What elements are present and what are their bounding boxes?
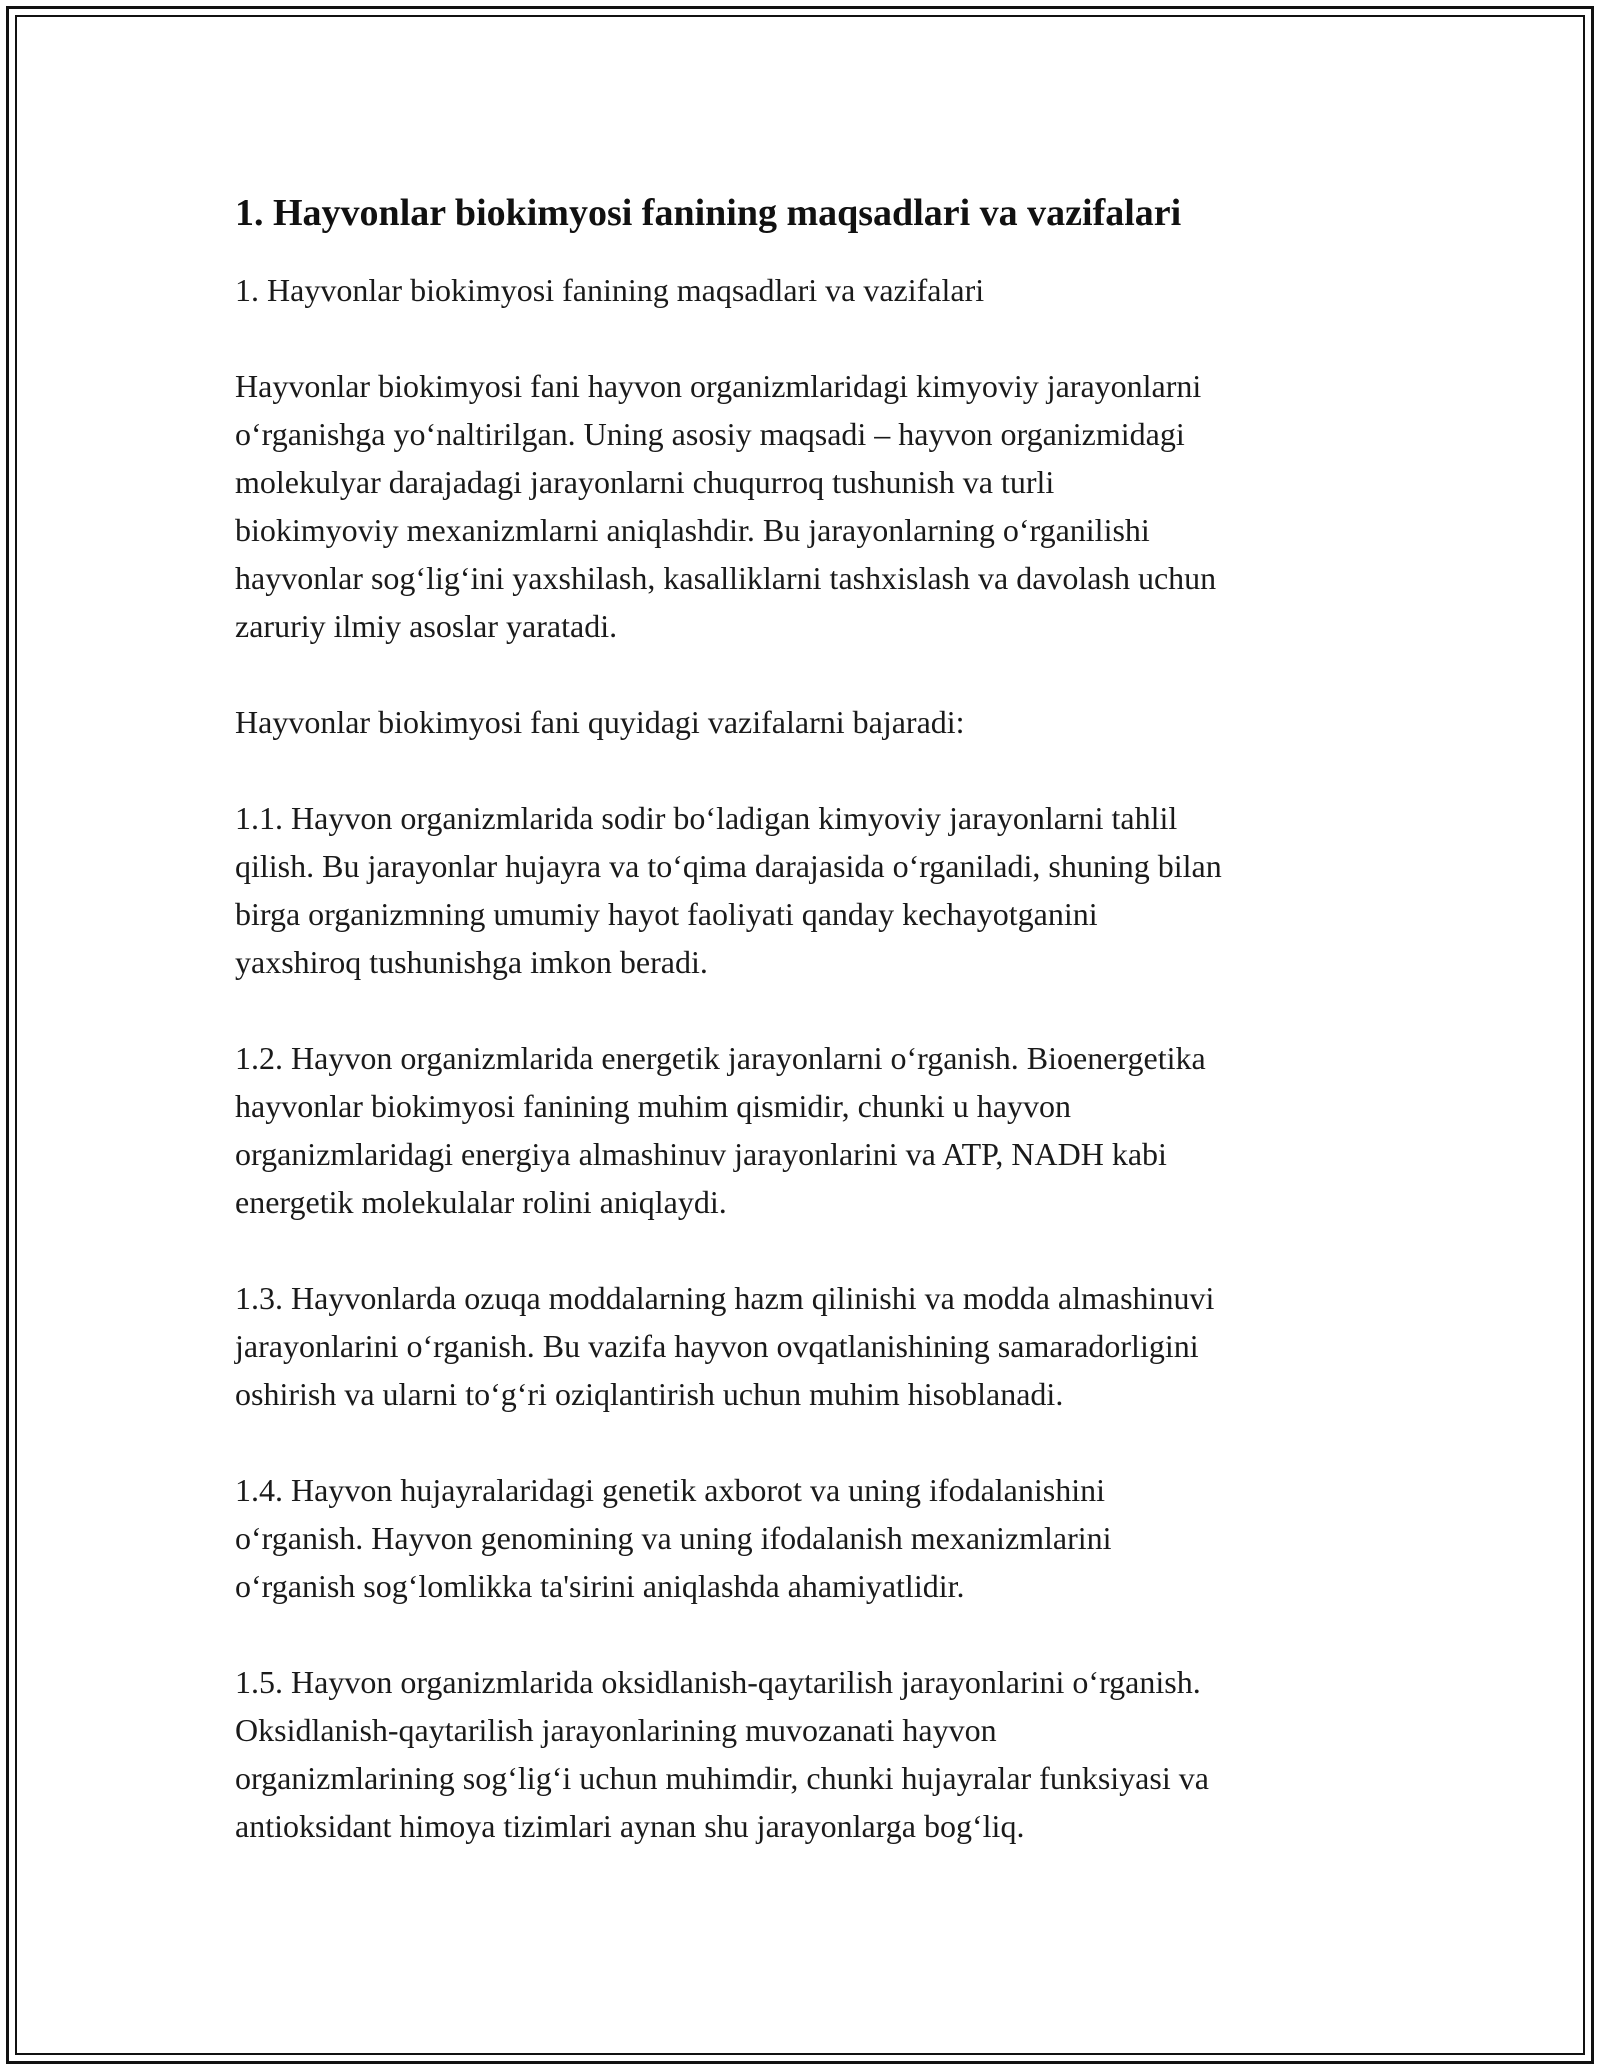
paragraph-intro: Hayvonlar biokimyosi fani hayvon organizmlaridagi kimyoviy jarayonlarni o‘rganishga yo‘naltirilgan. Uning asosiy maqsadi – hayvon organizmidagi molekulyar darajadagi jarayonlarni chuqurroq tushunish va turli biokimyoviy mexanizmlarni aniqlashdir. Bu jarayonlarning o‘rganilishi hayvonlar sog‘lig‘ini yaxshilash, kasalliklarni tashxislash va davolash uchun zaruriy ilmiy asoslar yaratadi. [235, 368, 1217, 644]
document-title: 1. Hayvonlar biokimyosi fanining maqsadlari va vazifalari [235, 192, 1182, 234]
paragraph-task-1-1: 1.1. Hayvon organizmlarida sodir bo‘ladigan kimyoviy jarayonlarni tahlil qilish. Bu jarayonlar hujayra va to‘qima darajasida o‘rganiladi, shuning bilan birga organizmning umumiy hayot faoliyati qanday kechayotganini yaxshiroq tushunishga imkon beradi. [235, 800, 1222, 980]
paragraph-task-1-4: 1.4. Hayvon hujayralaridagi genetik axborot va uning ifodalanishini o‘rganish. Hayvon genomining va uning ifodalanish mexanizmlarini o‘rganish sog‘lomlikka ta'sirini aniqlashda ahamiyatlidir. [235, 1472, 1112, 1604]
document-body [235, 186, 1375, 1898]
paragraph-task-1-2: 1.2. Hayvon organizmlarida energetik jarayonlarni o‘rganish. Bioenergetika hayvonlar biokimyosi fanining muhim qismidir, chunki u hayvon organizmlaridagi energiya almashinuv jarayonlarini va ATP, NADH kabi energetik molekulalar rolini aniqlaydi. [235, 1040, 1206, 1220]
paragraph-tasks-lead: Hayvonlar biokimyosi fani quyidagi vazifalarni bajaradi: [235, 704, 965, 740]
paragraph-task-1-3: 1.3. Hayvonlarda ozuqa moddalarning hazm qilinishi va modda almashinuvi jarayonlarini o‘rganish. Bu vazifa hayvon ovqatlanishining samaradorligini oshirish va ularni to‘g‘ri oziqlantirish uchun muhim hisoblanadi. [235, 1280, 1215, 1412]
paragraph-subtitle: 1. Hayvonlar biokimyosi fanining maqsadlari va vazifalari [235, 272, 985, 308]
paragraph-task-1-5: 1.5. Hayvon organizmlarida oksidlanish-qaytarilish jarayonlarini o‘rganish. Oksidlanish-qaytarilish jarayonlarining muvozanati hayvon organizmlarining sog‘lig‘i uchun muhimdir, chunki hujayralar funksiyasi va antioksidant himoya tizimlari aynan shu jarayonlarga bog‘liq. [235, 1664, 1209, 1844]
